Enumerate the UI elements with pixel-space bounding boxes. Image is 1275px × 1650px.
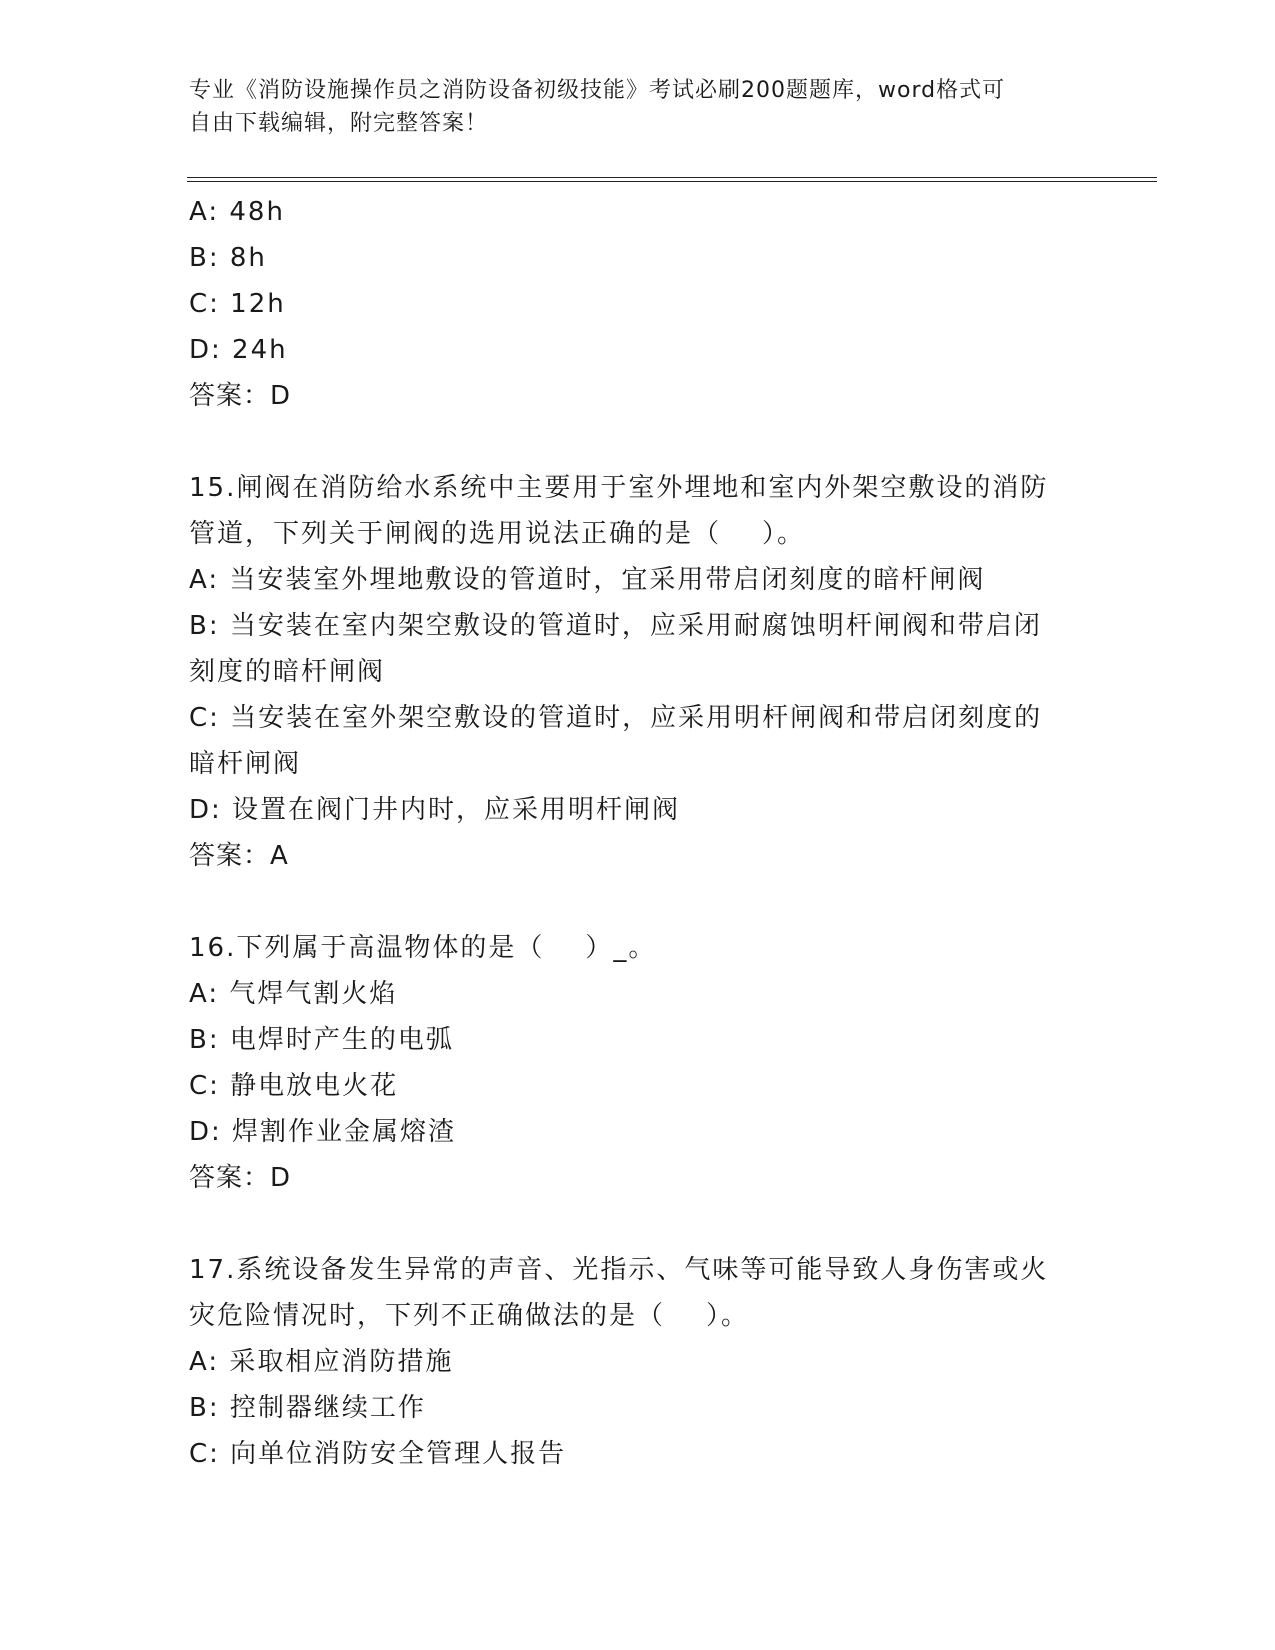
option-d: D: 焊割作业金属熔渣 <box>189 1117 457 1147</box>
answer-line: 答案：D <box>189 381 292 411</box>
document-body <box>189 189 1079 1477</box>
document-header <box>189 74 1069 140</box>
option-c: C: 静电放电火花 <box>189 1071 399 1101</box>
option-b: B: 电焊时产生的电弧 <box>189 1025 454 1055</box>
header-divider-bottom <box>187 181 1157 182</box>
option-c-line: 暗杆闸阀 <box>189 749 302 779</box>
header-line-2: 自由下载编辑，附完整答案！ <box>189 111 489 136</box>
question-15 <box>189 465 1079 879</box>
answer-line: 答案：A <box>189 841 289 871</box>
question-stem-line: 管道，下列关于闸阀的选用说法正确的是（ ）。 <box>189 519 806 549</box>
option-b: B: 控制器继续工作 <box>189 1393 426 1423</box>
option-a: A: 48h <box>189 197 285 227</box>
header-line-1: 专业《消防设施操作员之消防设备初级技能》考试必刷200题题库，word格式可 <box>189 78 1006 103</box>
option-b-line: 刻度的暗杆闸阀 <box>189 657 386 687</box>
question-14-options <box>189 189 1079 419</box>
option-c: C: 向单位消防安全管理人报告 <box>189 1439 567 1469</box>
question-stem-line: 16.下列属于高温物体的是（ ）_。 <box>189 933 657 963</box>
option-b-line: B: 当安装在室内架空敷设的管道时，应采用耐腐蚀明杆闸阀和带启闭 <box>189 611 1042 641</box>
option-b: B: 8h <box>189 243 267 273</box>
option-a: A: 气焊气割火焰 <box>189 979 398 1009</box>
header-divider-top <box>187 177 1157 178</box>
option-a: A: 采取相应消防措施 <box>189 1347 454 1377</box>
answer-line: 答案：D <box>189 1163 292 1193</box>
question-16 <box>189 925 1079 1201</box>
option-d: D: 24h <box>189 335 288 365</box>
option-c-line: C: 当安装在室外架空敷设的管道时，应采用明杆闸阀和带启闭刻度的 <box>189 703 1043 733</box>
question-stem-line: 17.系统设备发生异常的声音、光指示、气味等可能导致人身伤害或火 <box>189 1255 1049 1285</box>
question-stem-line: 灾危险情况时，下列不正确做法的是（ ）。 <box>189 1301 750 1331</box>
question-17 <box>189 1247 1079 1477</box>
option-a: A: 当安装室外埋地敷设的管道时，宜采用带启闭刻度的暗杆闸阀 <box>189 565 986 595</box>
option-d: D: 设置在阀门井内时，应采用明杆闸阀 <box>189 795 681 825</box>
question-stem-line: 15.闸阀在消防给水系统中主要用于室外埋地和室内外架空敷设的消防 <box>189 473 1049 503</box>
option-c: C: 12h <box>189 289 286 319</box>
